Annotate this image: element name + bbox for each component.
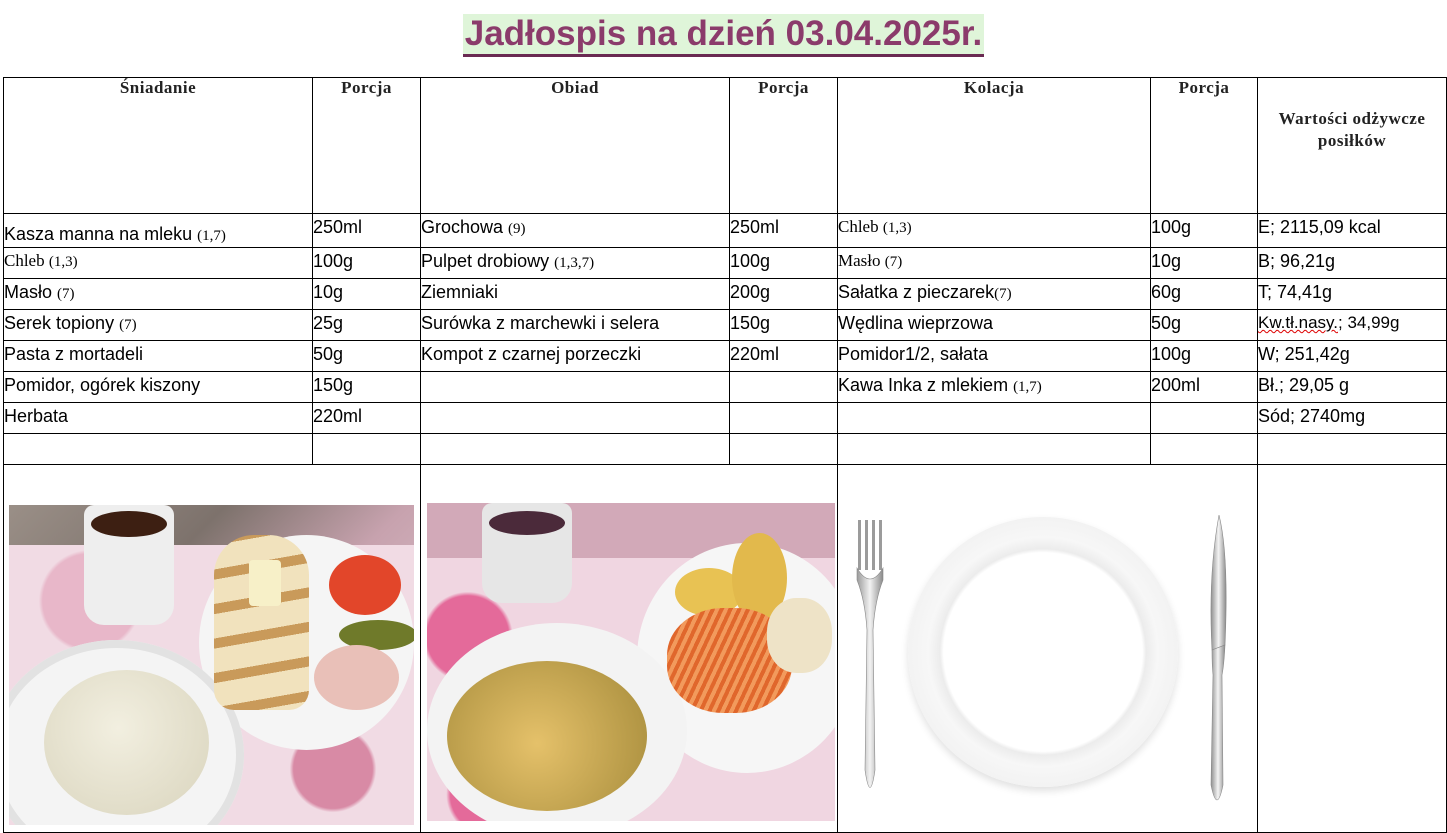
lunch-portion: 150g: [730, 313, 771, 333]
nutrition-value: Sód; 2740mg: [1258, 406, 1366, 426]
plate-image: [908, 517, 1178, 787]
lunch-portion: 250ml: [730, 217, 780, 237]
lunch-portion-empty: [730, 372, 837, 374]
allergen-code: (1,3,7): [554, 255, 595, 271]
allergen-code: (1,3): [882, 220, 912, 236]
breakfast-item: Masło: [4, 282, 58, 302]
breakfast-portion: 220ml: [313, 406, 363, 426]
nutrition-empty-cell: [1258, 465, 1447, 833]
dinner-portion: 60g: [1151, 282, 1182, 302]
header-row: [4, 78, 1447, 214]
allergen-code: (1,7): [197, 228, 226, 244]
table-row: [4, 310, 1447, 341]
lunch-item: Grochowa: [421, 217, 509, 237]
header-porcja: Porcja: [730, 78, 838, 214]
breakfast-portion: 250ml: [313, 217, 363, 237]
lunch-photo: [427, 503, 835, 821]
dinner-portion-empty: [1151, 403, 1257, 405]
header-kolacja: Kolacja: [838, 78, 1151, 214]
breakfast-photo: [9, 505, 414, 825]
nutrition-value: B; 96,21g: [1258, 251, 1336, 271]
nutrition-value: E; 2115,09 kcal: [1258, 217, 1381, 237]
lunch-item: Ziemniaki: [421, 282, 499, 302]
lunch-portion: 100g: [730, 251, 771, 271]
breakfast-portion: 10g: [313, 282, 344, 302]
dinner-item: Sałatka z pieczarek: [838, 282, 995, 302]
allergen-code: (9): [508, 221, 526, 237]
knife-icon: [1203, 515, 1231, 805]
lunch-item-empty: [421, 372, 729, 374]
nutrition-value: T; 74,41g: [1258, 282, 1333, 302]
breakfast-portion: 25g: [313, 313, 344, 333]
dinner-photo-cell: [838, 465, 1258, 833]
allergen-code: (7): [57, 286, 75, 302]
dinner-item: Kawa Inka z mlekiem: [838, 375, 1014, 395]
allergen-code: (7): [119, 317, 137, 333]
photo-row: [4, 465, 1447, 833]
lunch-item: Kompot z czarnej porzeczki: [421, 344, 642, 364]
header-obiad: Obiad: [421, 78, 730, 214]
dinner-item: Pomidor1/2, sałata: [838, 344, 989, 364]
table-row: [4, 403, 1447, 434]
menu-table: [3, 77, 1447, 833]
allergen-code: (7): [884, 254, 903, 270]
breakfast-portion: 50g: [313, 344, 344, 364]
allergen-code: (1,3): [48, 254, 78, 270]
lunch-item: Pulpet drobiowy: [421, 251, 555, 271]
dinner-portion: 10g: [1151, 251, 1182, 271]
breakfast-item: Chleb: [4, 251, 49, 270]
table-row: [4, 341, 1447, 372]
fork-icon: [853, 520, 887, 800]
title-container: [0, 14, 1447, 57]
lunch-item: Surówka z marchewki i selera: [421, 313, 660, 333]
lunch-item-empty: [421, 403, 729, 405]
breakfast-photo-cell: [4, 465, 421, 833]
table-row: [4, 214, 1447, 248]
dinner-portion: 100g: [1151, 217, 1192, 237]
allergen-code: (7): [994, 286, 1012, 302]
breakfast-portion: 100g: [313, 251, 354, 271]
breakfast-item: Pasta z mortadeli: [4, 344, 144, 364]
dinner-item: Masło: [838, 251, 885, 270]
lunch-photo-cell: [421, 465, 838, 833]
breakfast-item: Kasza manna na mleku: [4, 224, 198, 244]
nutrition-value: Bł.; 29,05 g: [1258, 375, 1350, 395]
dinner-item-empty: [838, 403, 1150, 405]
header-sniadanie: Śniadanie: [4, 78, 313, 214]
dinner-item: Wędlina wieprzowa: [838, 313, 994, 333]
breakfast-item: Herbata: [4, 406, 69, 426]
page-title: Jadłospis na dzień 03.04.2025r.: [463, 14, 985, 57]
nutrition-label-spellcheck: Kw.tł.nasy.: [1258, 313, 1338, 332]
breakfast-portion: 150g: [313, 375, 354, 395]
table-row: [4, 279, 1447, 310]
lunch-portion: 220ml: [730, 344, 780, 364]
allergen-code: (1,7): [1013, 379, 1042, 395]
table-row: [4, 248, 1447, 279]
dinner-portion: 100g: [1151, 344, 1192, 364]
header-porcja: Porcja: [1151, 78, 1258, 214]
breakfast-item: Pomidor, ogórek kiszony: [4, 375, 201, 395]
header-wartosci: Wartości odżywcze posiłków: [1258, 78, 1447, 214]
table-row-empty: [4, 434, 1447, 465]
table-row: [4, 372, 1447, 403]
nutrition-value: W; 251,42g: [1258, 344, 1350, 364]
lunch-portion-empty: [730, 403, 837, 405]
breakfast-item: Serek topiony: [4, 313, 120, 333]
dinner-item: Chleb: [838, 217, 883, 236]
nutrition-value: ; 34,99g: [1338, 313, 1400, 332]
header-porcja: Porcja: [313, 78, 421, 214]
dinner-portion: 200ml: [1151, 375, 1201, 395]
dinner-portion: 50g: [1151, 313, 1182, 333]
lunch-portion: 200g: [730, 282, 771, 302]
